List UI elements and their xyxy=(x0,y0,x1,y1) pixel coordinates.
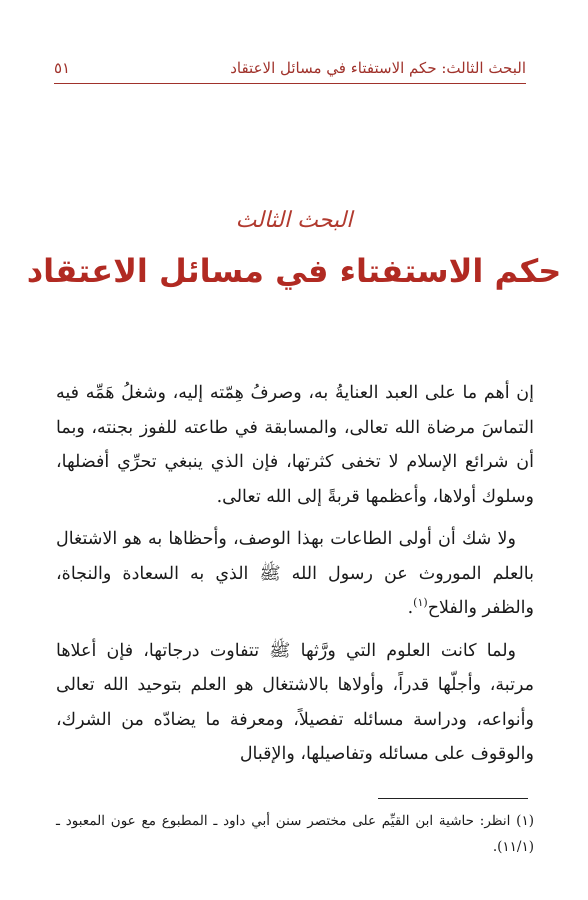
paragraph-1: إن أهم ما على العبد العنايةُ به، وصرفُ هِمّته إليه، وشغلُ هَمِّه فيه التماسَ مرضاة الله تعالى، والمسابقة في طاعته للفوز بجنته، وبما أن شرائع الإسلام لا تخفى كثرتها، فإن الذي ينبغي تحرِّي أفضلها، وسلوك أولاها، وأعظمها قربةً إلى الله تعالى. xyxy=(56,383,534,507)
running-header xyxy=(54,56,526,80)
page-number: ٥١ xyxy=(54,59,71,77)
header-rule xyxy=(54,83,526,84)
footnote-divider xyxy=(378,798,528,799)
chapter-title: حكم الاستفتاء في مسائل الاعتقاد xyxy=(26,252,562,290)
body-text xyxy=(56,376,534,772)
paragraph-2-end: . xyxy=(407,598,414,618)
running-header-title: البحث الثالث: حكم الاستفتاء في مسائل الاعتقاد xyxy=(230,59,526,77)
section-label: البحث الثالث xyxy=(235,208,353,233)
paragraph-2-text: ولا شك أن أولى الطاعات بهذا الوصف، وأحظاها به هو الاشتغال بالعلم الموروث عن رسول الله ﷺ الذي به السعادة والنجاة، والظفر والفلاح xyxy=(56,529,534,618)
footnote-reference[interactable]: (١) xyxy=(413,596,428,610)
footnote: (١) انظر: حاشية ابن القيِّم على مختصر سنن أبي داود ـ المطبوع مع عون المعبود ـ (١١/١). xyxy=(56,813,534,855)
paragraph-2 xyxy=(56,522,534,626)
paragraph-3: ولما كانت العلوم التي ورَّثها ﷺ تتفاوت درجاتها، فإن أعلاها مرتبة، وأجلّها قدراً، وأولاها بالاشتغال هو العلم بتوحيد الله تعالى وأنواعه، ودراسة مسائله تفصيلاً، ومعرفة ما يضادّه من الشرك، والوقوف على مسائله وتفاصيلها، والإقبال xyxy=(56,640,534,764)
